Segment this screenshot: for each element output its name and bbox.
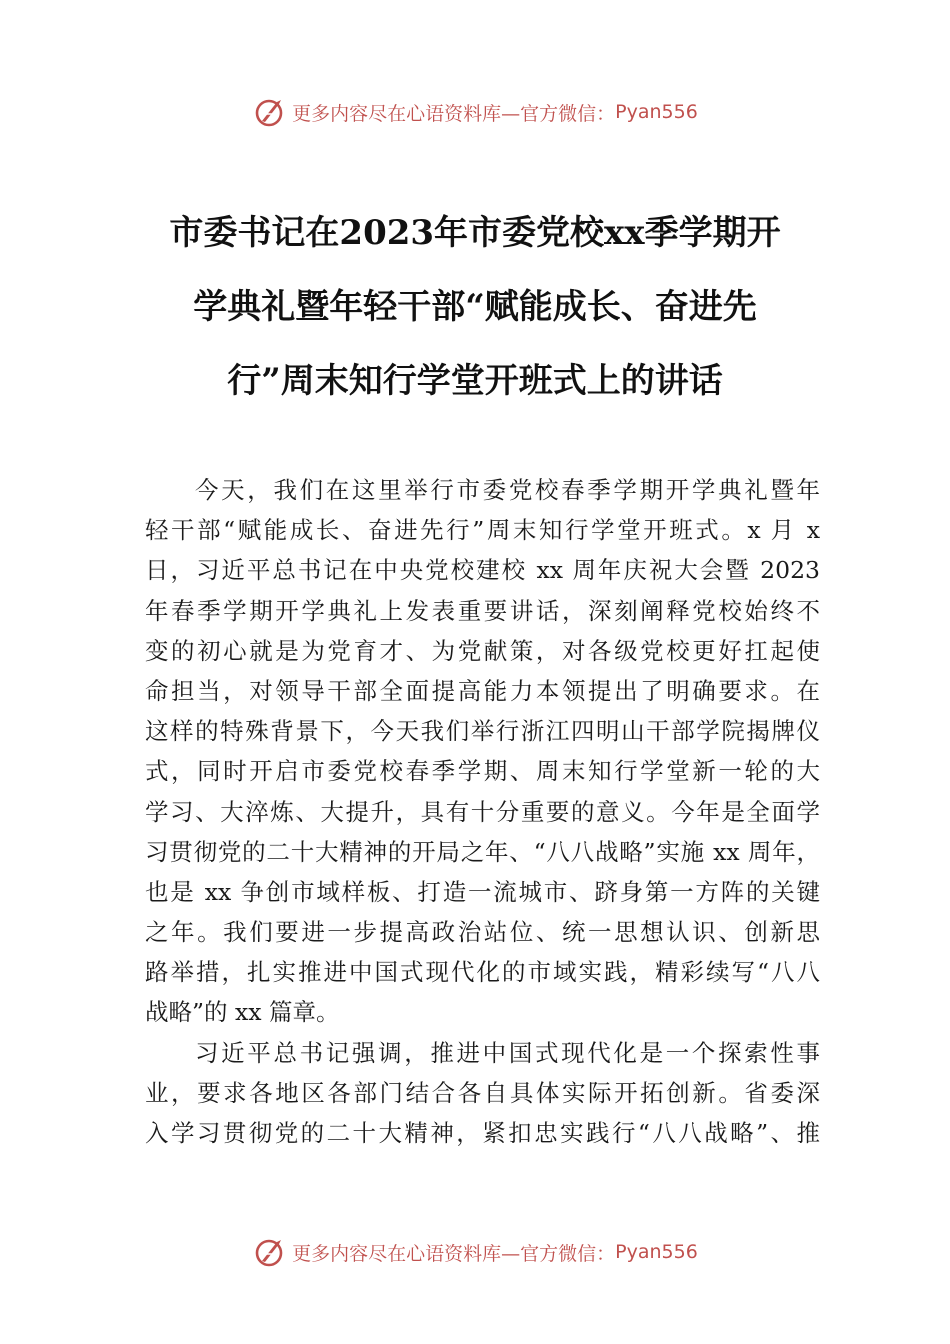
wechat-id: Pyan556 [615,101,698,123]
paragraph-line: 这样的特殊背景下，今天我们举行浙江四明山干部学院揭牌仪 [145,717,820,746]
banner-text: 更多内容尽在心语资料库—官方微信： [292,1242,616,1265]
banner-text: 更多内容尽在心语资料库—官方微信： [292,102,616,125]
footer-banner [0,1232,950,1272]
document-body [145,470,820,1153]
title-line: 行”周末知行学堂开班式上的讲话 [227,361,723,401]
paragraph-line: 入学习贯彻党的二十大精神，紧扣忠实践行“八八战略”、推 [145,1119,820,1147]
header-banner [0,92,950,132]
paragraph-line: 命担当，对领导干部全面提高能力本领提出了明确要求。在 [145,676,820,705]
document-title [140,196,810,418]
paragraph-line: 式，同时开启市委党校春季学期、周末知行学堂新一轮的大 [145,757,820,786]
title-line: 学典礼暨年轻干部“赋能成长、奋进先 [193,287,757,327]
paragraph-line: 学习、大淬炼、大提升，具有十分重要的意义。今年是全面学 [145,797,820,826]
quill-pen-icon [252,94,288,130]
paragraph-line: 路举措，扎实推进中国式现代化的市域实践，精彩续写“八八 [145,958,820,987]
paragraph-line: 年春季学期开学典礼上发表重要讲话，深刻阐释党校始终不 [145,596,820,625]
quill-pen-icon [252,1234,288,1270]
title-line: 市委书记在2023年市委党校xx季学期开 [169,213,781,253]
paragraph-line: 轻干部“赋能成长、奋进先行”周末知行学堂开班式。x 月 x [145,516,820,545]
paragraph-line: 战略”的 xx 篇章。 [145,998,340,1027]
paragraph-line: 习贯彻党的二十大精神的开局之年、“八八战略”实施 xx 周年， [145,837,820,866]
paragraph-line: 变的初心就是为党育才、为党献策，对各级党校更好扛起使 [145,636,820,665]
paragraph-line: 也是 xx 争创市域样板、打造一流城市、跻身第一方阵的关键 [145,877,820,906]
paragraph-line: 今天，我们在这里举行市委党校春季学期开学典礼暨年 [195,476,820,504]
wechat-id: Pyan556 [615,1241,698,1263]
paragraph-line: 业，要求各地区各部门结合各自具体实际开拓创新。省委深 [145,1078,820,1107]
paragraph-line: 日，习近平总书记在中央党校建校 xx 周年庆祝大会暨 2023 [145,556,820,585]
paragraph-line: 之年。我们要进一步提高政治站位、统一思想认识、创新思 [145,918,820,947]
paragraph-line: 习近平总书记强调，推进中国式现代化是一个探索性事 [195,1038,820,1067]
